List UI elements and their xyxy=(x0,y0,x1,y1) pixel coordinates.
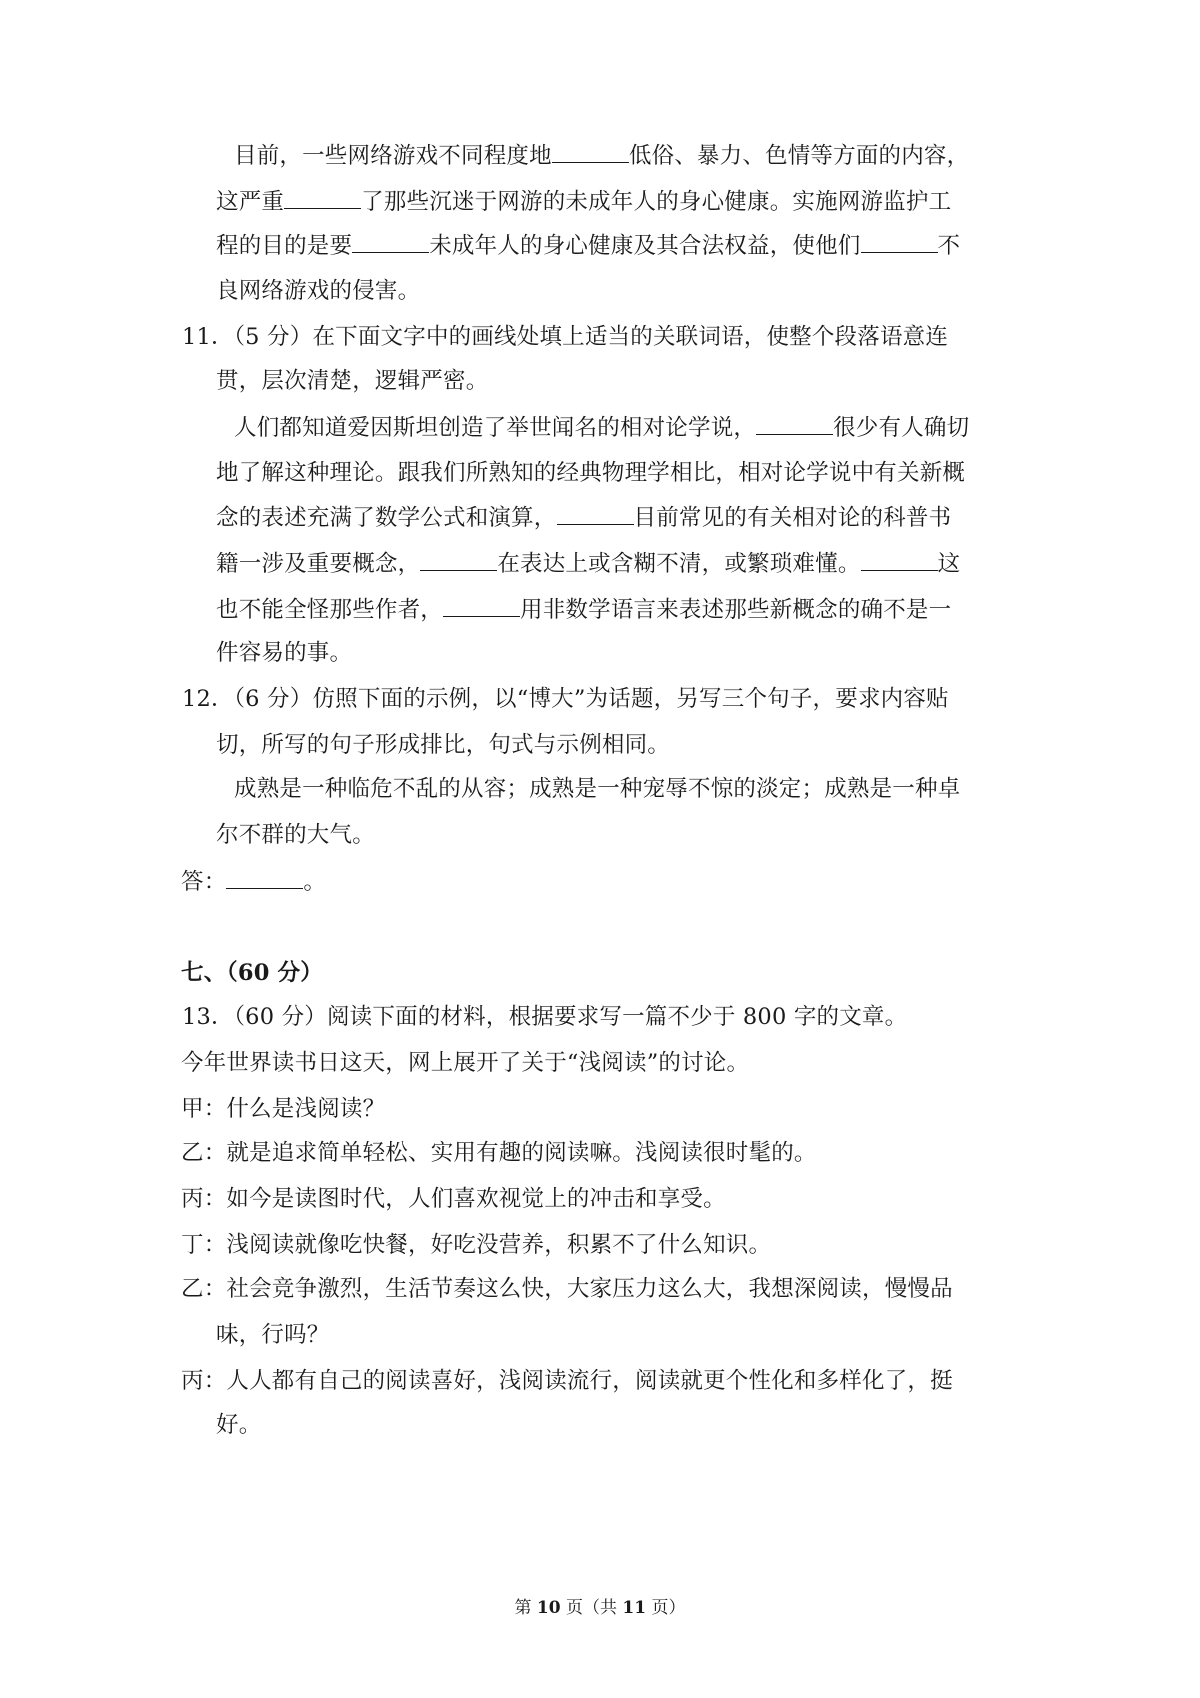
fill-in-blank xyxy=(756,412,833,435)
q12-answer-line: 答： 。 xyxy=(181,866,326,897)
q11-passage-line: 地了解这种理论。跟我们所熟知的经典物理学相比，相对论学说中有关新概 xyxy=(216,460,966,486)
q13-intro: 今年世界读书日这天，网上展开了关于“浅阅读”的讨论。 xyxy=(181,1050,750,1076)
dialogue-line: 乙：社会竞争激烈，生活节奏这么快，大家压力这么大，我想深阅读，慢慢品 xyxy=(181,1276,953,1302)
footer-page-number: 10 xyxy=(536,1598,561,1618)
q12-example-line: 尔不群的大气。 xyxy=(216,822,375,848)
q11-passage-line: 念的表述充满了数学公式和演算， 目前常见的有关相对论的科普书 xyxy=(216,502,951,533)
q11-passage-line: 籍一涉及重要概念， 在表达上或含糊不清，或繁琐难懂。 这 xyxy=(216,548,960,579)
dialogue-line: 好。 xyxy=(216,1412,262,1438)
fill-in-blank xyxy=(284,186,361,209)
q10-passage-line: 良网络游戏的侵害。 xyxy=(216,278,421,304)
q11-passage-line: 人们都知道爱因斯坦创造了举世闻名的相对论学说， 很少有人确切 xyxy=(234,412,969,443)
dialogue-line: 丙：人人都有自己的阅读喜好，浅阅读流行，阅读就更个性化和多样化了，挺 xyxy=(181,1368,953,1394)
fill-in-blank xyxy=(557,502,634,525)
page-footer xyxy=(0,1596,1200,1620)
fill-in-blank xyxy=(226,866,303,889)
fill-in-blank xyxy=(443,594,520,617)
q11-stem-line: 11．（5 分）在下面文字中的画线处填上适当的关联词语，使整个段落语意连 xyxy=(182,324,949,350)
dialogue-line: 乙：就是追求简单轻松、实用有趣的阅读嘛。浅阅读很时髦的。 xyxy=(181,1140,817,1166)
q11-stem-line: 贯，层次清楚，逻辑严密。 xyxy=(216,368,489,394)
q13-stem: 13．（60 分）阅读下面的材料，根据要求写一篇不少于 800 字的文章。 xyxy=(182,1004,908,1030)
q11-passage-line: 也不能全怪那些作者， 用非数学语言来表述那些新概念的确不是一 xyxy=(216,594,951,625)
q12-example-line: 成熟是一种临危不乱的从容；成熟是一种宠辱不惊的淡定；成熟是一种卓 xyxy=(234,776,961,802)
fill-in-blank xyxy=(352,230,429,253)
dialogue-line: 甲：什么是浅阅读？ xyxy=(181,1096,386,1122)
q10-passage-line: 程的目的是要 未成年人的身心健康及其合法权益，使他们 不 xyxy=(216,230,960,261)
dialogue-line: 丁：浅阅读就像吃快餐，好吃没营养，积累不了什么知识。 xyxy=(181,1232,772,1258)
footer-total-pages: 11 xyxy=(622,1598,647,1618)
fill-in-blank xyxy=(861,230,938,253)
fill-in-blank xyxy=(420,548,497,571)
fill-in-blank xyxy=(861,548,938,571)
dialogue-line: 丙：如今是读图时代，人们喜欢视觉上的冲击和享受。 xyxy=(181,1186,726,1212)
dialogue-line: 味，行吗？ xyxy=(216,1322,330,1348)
q12-stem-line: 切，所写的句子形成排比，句式与示例相同。 xyxy=(216,732,671,758)
q10-passage-line: 目前，一些网络游戏不同程度地 低俗、暴力、色情等方面的内容， xyxy=(234,140,969,171)
q10-passage-line: 这严重 了那些沉迷于网游的未成年人的身心健康。实施网游监护工 xyxy=(216,186,951,217)
q12-stem-line: 12．（6 分）仿照下面的示例，以“博大”为话题，另写三个句子，要求内容贴 xyxy=(182,686,949,712)
footer-middle: 页（共 xyxy=(560,1598,623,1618)
q11-passage-line: 件容易的事。 xyxy=(216,640,353,666)
section-title: 七、（60 分） xyxy=(181,960,323,986)
footer-suffix: 页） xyxy=(646,1598,686,1618)
fill-in-blank xyxy=(552,140,629,163)
footer-prefix: 第 xyxy=(514,1598,537,1618)
